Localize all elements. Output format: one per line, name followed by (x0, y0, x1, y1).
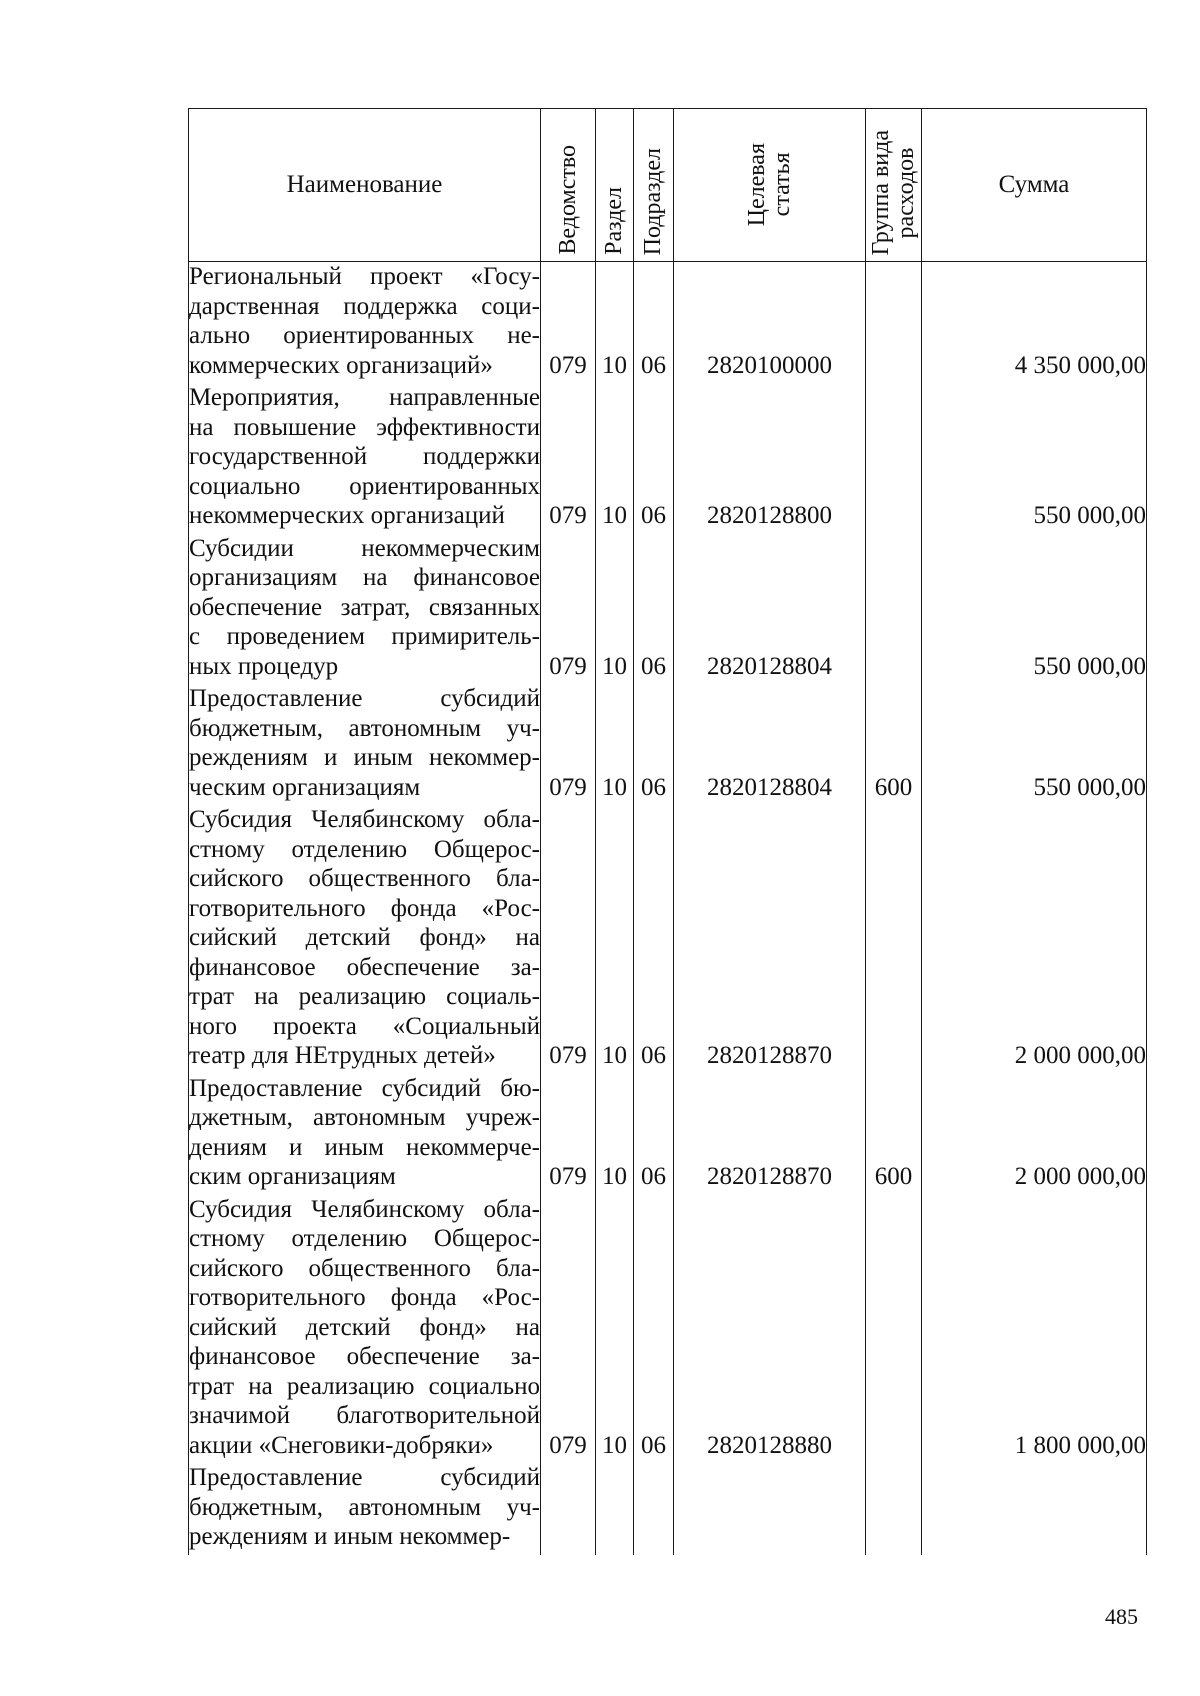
row-name (189, 1074, 541, 1195)
row-summa: 550 000,00 (922, 684, 1147, 805)
table-row (189, 1074, 1147, 1195)
row-celevaya-statya (674, 1463, 866, 1555)
row-razdel: 10 (596, 805, 634, 1074)
row-name-line: Мероприятия, направленные (189, 384, 540, 411)
row-name-line: готворительного фонда «Рос- (189, 1284, 540, 1311)
row-name (189, 383, 541, 534)
row-name-line: трат на реализацию социально (189, 1372, 540, 1400)
row-name-line: Предоставление субсидий (189, 1464, 540, 1491)
row-podrazdel (634, 1463, 674, 1555)
row-name (189, 534, 541, 685)
table-row (189, 805, 1147, 1074)
row-razdel: 10 (596, 1074, 634, 1195)
row-razdel (596, 1463, 634, 1555)
row-name-line: Предоставление субсидий (189, 685, 540, 712)
row-summa: 550 000,00 (922, 534, 1147, 685)
row-name-line: финансовое обеспечение за- (189, 1343, 540, 1370)
row-name-line: на повышение эффективности (189, 413, 540, 441)
row-name-line: Субсидии некоммерческим (189, 534, 540, 562)
budget-table (188, 108, 1147, 1555)
header-gruppa: Группа вида расходов (866, 109, 922, 262)
row-summa: 4 350 000,00 (922, 262, 1147, 384)
row-summa: 2 000 000,00 (922, 1074, 1147, 1195)
table-header (189, 109, 1147, 262)
row-name (189, 1195, 541, 1464)
row-name-line: Субсидия Челябинскому обла- (189, 806, 540, 833)
row-name-line: акции «Снеговики-добряки» (189, 1431, 494, 1459)
row-name-line: с проведением примиритель- (189, 623, 540, 650)
row-name-line: ного проекта «Социальный (189, 1012, 540, 1040)
row-name-line: значимой благотворительной (189, 1402, 540, 1429)
table-row (189, 684, 1147, 805)
row-name-line: сийский детский фонд» на (189, 924, 540, 951)
table-row (189, 534, 1147, 685)
row-name-line: социально ориентированных (189, 472, 540, 500)
row-gruppa (866, 805, 922, 1074)
row-name-line: трат на реализацию социаль- (189, 983, 540, 1010)
row-razdel: 10 (596, 684, 634, 805)
row-name-line: Предоставление субсидий бю- (189, 1074, 540, 1102)
row-name-line: готворительного фонда «Рос- (189, 894, 540, 922)
row-summa: 2 000 000,00 (922, 805, 1147, 1074)
row-name-line: обеспечение затрат, связанных (189, 593, 540, 621)
row-razdel: 10 (596, 534, 634, 685)
row-vedomstvo: 079 (541, 383, 596, 534)
row-celevaya-statya: 2820128804 (674, 534, 866, 685)
row-vedomstvo: 079 (541, 1195, 596, 1464)
row-celevaya-statya: 2820128870 (674, 1074, 866, 1195)
row-name (189, 684, 541, 805)
row-name-line: Субсидия Челябинскому обла- (189, 1195, 540, 1223)
row-podrazdel: 06 (634, 684, 674, 805)
row-name-line: ально ориентированных не- (189, 322, 540, 349)
row-vedomstvo: 079 (541, 805, 596, 1074)
row-podrazdel: 06 (634, 534, 674, 685)
row-gruppa (866, 1195, 922, 1464)
row-vedomstvo: 079 (541, 262, 596, 384)
row-name (189, 805, 541, 1074)
table-row (189, 1195, 1147, 1464)
row-vedomstvo: 079 (541, 684, 596, 805)
row-gruppa (866, 534, 922, 685)
row-name (189, 1463, 541, 1555)
header-summa: Сумма (922, 109, 1147, 262)
row-name-line: ных процедур (189, 652, 339, 680)
row-podrazdel: 06 (634, 383, 674, 534)
page-number: 485 (1105, 1604, 1138, 1629)
table-row (189, 1463, 1147, 1555)
row-summa (922, 1463, 1147, 1555)
row-name-line: некоммерческих организаций (189, 502, 505, 529)
row-name-line: реждениям и иным некоммер- (189, 744, 540, 771)
row-name-line: дениям и иным некоммерче- (189, 1133, 540, 1161)
row-name-line: организациям на финансовое (189, 564, 540, 591)
row-name-line: дарственная поддержка соци- (189, 292, 540, 320)
row-name-line: финансовое обеспечение за- (189, 953, 540, 981)
header-podrazdel: Подраздел (634, 109, 674, 262)
row-name (189, 262, 541, 384)
row-gruppa: 600 (866, 684, 922, 805)
row-name-line: стному отделению Общерос- (189, 1225, 540, 1252)
row-name-line: реждениям и иным некоммер- (189, 1523, 511, 1550)
table-row (189, 383, 1147, 534)
row-podrazdel: 06 (634, 805, 674, 1074)
row-celevaya-statya: 2820128800 (674, 383, 866, 534)
row-podrazdel: 06 (634, 1074, 674, 1195)
table-row (189, 262, 1147, 384)
header-vedomstvo: Ведомство (541, 109, 596, 262)
header-name: Наименование (189, 109, 541, 262)
row-celevaya-statya: 2820128870 (674, 805, 866, 1074)
row-name-line: коммерческих организаций» (189, 351, 493, 379)
header-celevaya: Целевая статья (674, 109, 866, 262)
row-razdel: 10 (596, 1195, 634, 1464)
row-name-line: государственной поддержки (189, 443, 540, 470)
row-gruppa (866, 383, 922, 534)
header-razdel: Раздел (596, 109, 634, 262)
row-vedomstvo: 079 (541, 1074, 596, 1195)
row-name-line: сийский детский фонд» на (189, 1313, 540, 1341)
row-name-line: сийского общественного бла- (189, 1254, 540, 1282)
row-gruppa (866, 1463, 922, 1555)
row-summa: 550 000,00 (922, 383, 1147, 534)
row-celevaya-statya: 2820100000 (674, 262, 866, 384)
row-name-line: стному отделению Общерос- (189, 835, 540, 863)
row-gruppa: 600 (866, 1074, 922, 1195)
table-body (189, 262, 1147, 1555)
row-vedomstvo: 079 (541, 534, 596, 685)
row-summa: 1 800 000,00 (922, 1195, 1147, 1464)
row-celevaya-statya: 2820128880 (674, 1195, 866, 1464)
row-name-line: джетным, автономным учреж- (189, 1104, 540, 1131)
row-name-line: ческим организациям (189, 773, 421, 801)
row-celevaya-statya: 2820128804 (674, 684, 866, 805)
row-name-line: ским организациям (189, 1163, 396, 1190)
row-razdel: 10 (596, 262, 634, 384)
row-podrazdel: 06 (634, 1195, 674, 1464)
row-name-line: бюджетным, автономным уч- (189, 1493, 540, 1521)
row-name-line: Региональный проект «Госу- (189, 263, 540, 290)
row-name-line: театр для НЕтрудных детей» (189, 1042, 496, 1069)
row-name-line: бюджетным, автономным уч- (189, 714, 540, 742)
row-podrazdel: 06 (634, 262, 674, 384)
row-gruppa (866, 262, 922, 384)
row-vedomstvo (541, 1463, 596, 1555)
row-razdel: 10 (596, 383, 634, 534)
row-name-line: сийского общественного бла- (189, 865, 540, 892)
